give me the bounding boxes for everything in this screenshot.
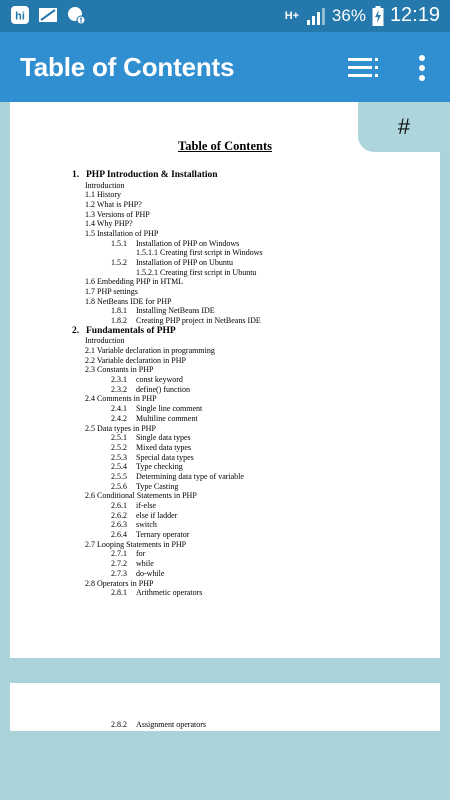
toc-entry[interactable] xyxy=(10,210,440,220)
battery-charging-icon xyxy=(372,6,384,26)
toc-entry-label: Creating PHP project in NetBeans IDE xyxy=(136,316,261,326)
document-page-next xyxy=(10,683,440,731)
toc-entry[interactable] xyxy=(10,588,440,598)
toc-entry-label: for xyxy=(136,549,146,559)
toc-entry-number: 2. xyxy=(72,325,80,336)
toc-entry[interactable] xyxy=(10,181,440,191)
toc-entry[interactable] xyxy=(10,579,440,589)
toc-entry-number: 2.8.1 xyxy=(111,588,127,598)
toc-entry-label: Arithmetic operators xyxy=(136,588,203,598)
toc-entry[interactable] xyxy=(10,346,440,356)
toc-entry-label: switch xyxy=(136,520,157,530)
toc-entry-number: 2.5.6 xyxy=(111,481,127,491)
toc-entry-label: Fundamentals of PHP xyxy=(86,325,176,336)
toc-entry-label: 2.7 Looping Statements in PHP xyxy=(85,539,187,549)
toc-entry-number: 2.6.1 xyxy=(111,501,127,510)
toc-entry-label: 1.2 What is PHP? xyxy=(85,199,142,209)
toc-entry-label: Installation of PHP on Ubuntu xyxy=(136,258,234,267)
toc-entry[interactable] xyxy=(10,424,440,434)
toc-entry-label: 2.4 Comments in PHP xyxy=(85,394,157,404)
toc-entry-number: 2.5.1 xyxy=(111,433,127,443)
toc-entry[interactable] xyxy=(10,414,440,424)
toc-entry[interactable] xyxy=(10,200,440,210)
toc-entry-number: 2.6.2 xyxy=(111,510,127,520)
toc-entry-label: 2.5 Data types in PHP xyxy=(85,423,156,433)
toc-entry-label: Type checking xyxy=(136,462,183,472)
toc-entry-number: 2.5.5 xyxy=(111,471,127,481)
document-page xyxy=(10,102,440,658)
toc-entry-number: 2.3.1 xyxy=(111,375,127,385)
toc-entry-label: define() function xyxy=(136,384,190,394)
toc-entry-number: 1.5.1 xyxy=(111,238,127,248)
toc-entry-label: Single line comment xyxy=(136,404,203,414)
toc-entry-label: 1.7 PHP settings xyxy=(85,287,138,297)
toc-entry[interactable] xyxy=(10,472,440,482)
toc-entry[interactable] xyxy=(10,277,440,287)
toc-entry-label: Introduction xyxy=(85,180,125,190)
toc-entry[interactable] xyxy=(10,385,440,395)
toc-entry[interactable] xyxy=(10,720,440,730)
toc-entry-number: 2.6.4 xyxy=(111,530,127,540)
toc-entry-label: 2.1 Variable declaration in programming xyxy=(85,346,215,355)
toc-entry[interactable] xyxy=(10,268,440,278)
toc-entry-label: Special data types xyxy=(136,452,194,462)
toc-entry[interactable] xyxy=(10,229,440,239)
toc-entry-number: 2.8.2 xyxy=(111,720,127,729)
toc-entry-number: 1. xyxy=(72,170,80,180)
document-title: Table of Contents xyxy=(178,139,272,153)
toc-chapter[interactable] xyxy=(10,326,440,337)
toc-entry-number: 1.8.1 xyxy=(111,306,127,316)
toc-entry[interactable] xyxy=(10,511,440,521)
toc-entry-number: 2.6.3 xyxy=(111,520,127,530)
svg-text:hi: hi xyxy=(15,10,25,23)
toc-entry-number: 1.5.2 xyxy=(111,258,127,267)
toc-entry-label: 1.5.2.1 Creating first script in Ubuntu xyxy=(136,267,257,277)
toc-entry-label: Installing NetBeans IDE xyxy=(136,306,215,316)
more-vert-icon[interactable] xyxy=(410,51,434,85)
toc-entry-label: while xyxy=(136,559,154,569)
toc-list xyxy=(10,170,440,598)
toc-entry-number: 2.5.4 xyxy=(111,462,127,472)
toc-entry-label: 1.4 Why PHP? xyxy=(85,219,133,229)
toc-entry-label: Introduction xyxy=(85,336,125,346)
toc-entry[interactable] xyxy=(10,482,440,492)
toc-entry[interactable] xyxy=(10,540,440,550)
toc-entry-number: 2.4.2 xyxy=(111,413,127,423)
toc-entry[interactable] xyxy=(10,530,440,540)
toc-entry-number: 2.3.2 xyxy=(111,384,127,394)
toc-entry-label: 1.1 History xyxy=(85,190,121,200)
toc-entry[interactable] xyxy=(10,501,440,511)
toc-entry[interactable] xyxy=(10,287,440,297)
page-jump-tab[interactable]: # xyxy=(358,102,450,152)
toc-entry[interactable] xyxy=(10,453,440,463)
toc-entry[interactable] xyxy=(10,258,440,268)
toc-entry-label: Ternary operator xyxy=(136,530,190,540)
toc-entry-number: 2.4.1 xyxy=(111,404,127,414)
status-bar xyxy=(0,0,450,32)
toc-entry[interactable] xyxy=(10,433,440,443)
toc-entry[interactable] xyxy=(10,239,440,249)
toc-entry[interactable] xyxy=(10,520,440,530)
toc-entry[interactable] xyxy=(10,491,440,501)
toc-entry-label: Type Casting xyxy=(136,481,179,491)
toc-entry-label: 1.5 Installation of PHP xyxy=(85,228,159,238)
toc-entry[interactable] xyxy=(10,549,440,559)
toc-chapter[interactable] xyxy=(10,170,440,181)
toc-entry[interactable] xyxy=(10,394,440,404)
toc-entry[interactable] xyxy=(10,356,440,366)
toc-entry[interactable] xyxy=(10,569,440,579)
toc-entry-label: 1.3 Versions of PHP xyxy=(85,209,150,219)
system-indicators xyxy=(284,4,440,27)
toc-entry[interactable] xyxy=(10,316,440,326)
toc-entry-label: 2.6 Conditional Statements in PHP xyxy=(85,491,197,501)
list-menu-icon[interactable] xyxy=(346,54,380,82)
notification-icons xyxy=(10,5,86,25)
toc-entry-number: 2.7.3 xyxy=(111,568,127,578)
battery-percent: 36% xyxy=(331,5,366,25)
toc-entry[interactable] xyxy=(10,365,440,375)
toc-entry-label: else if ladder xyxy=(136,510,178,520)
toc-entry[interactable] xyxy=(10,404,440,414)
app-bar xyxy=(0,32,450,102)
message-icon xyxy=(66,5,86,25)
toc-entry[interactable] xyxy=(10,443,440,453)
toc-entry[interactable] xyxy=(10,248,440,258)
toc-entry-label: Single data types xyxy=(136,433,191,443)
toc-entry[interactable] xyxy=(10,559,440,569)
toc-entry[interactable] xyxy=(10,336,440,346)
toc-entry-label: 1.6 Embedding PHP in HTML xyxy=(85,277,184,287)
toc-entry-label: Determining data type of variable xyxy=(136,471,244,481)
toc-entry-label: Installation of PHP on Windows xyxy=(136,238,240,248)
toc-entry[interactable] xyxy=(10,190,440,200)
toc-entry-label: Mixed data types xyxy=(136,442,192,452)
toc-entry-label: 2.2 Variable declaration in PHP xyxy=(85,355,186,365)
toc-entry[interactable] xyxy=(10,375,440,385)
toc-entry-number: 1.8.2 xyxy=(111,316,127,326)
toc-entry-number: 2.5.2 xyxy=(111,442,127,452)
toc-entry-number: 2.5.3 xyxy=(111,452,127,462)
network-type: H+ xyxy=(284,9,300,22)
photo-edit-icon xyxy=(38,5,58,25)
toc-entry[interactable] xyxy=(10,219,440,229)
toc-entry-label: do-while xyxy=(136,568,165,578)
app-title: Table of Contents xyxy=(20,52,235,82)
toc-entry-number: 2.7.1 xyxy=(111,549,127,559)
toc-entry-label: Multiline comment xyxy=(136,413,198,423)
toc-entry-label: PHP Introduction & Installation xyxy=(86,170,218,180)
hi-app-icon xyxy=(10,5,30,25)
toc-entry-label: 1.8 NetBeans IDE for PHP xyxy=(85,296,172,306)
toc-entry-label: 2.3 Constants in PHP xyxy=(85,365,154,375)
signal-icon xyxy=(306,7,326,25)
clock: 12:19 xyxy=(389,4,440,26)
toc-entry-label: if-else xyxy=(136,501,156,510)
toc-entry-number: 2.7.2 xyxy=(111,559,127,569)
toc-entry-label: 1.5.1.1 Creating first script in Windows xyxy=(136,248,263,258)
toc-entry[interactable] xyxy=(10,306,440,316)
toc-entry-label: Assignment operators xyxy=(136,720,206,729)
toc-entry[interactable] xyxy=(10,462,440,472)
toc-entry-label: 2.8 Operators in PHP xyxy=(85,578,154,588)
toc-entry[interactable] xyxy=(10,297,440,307)
toc-entry-label: const keyword xyxy=(136,375,183,385)
